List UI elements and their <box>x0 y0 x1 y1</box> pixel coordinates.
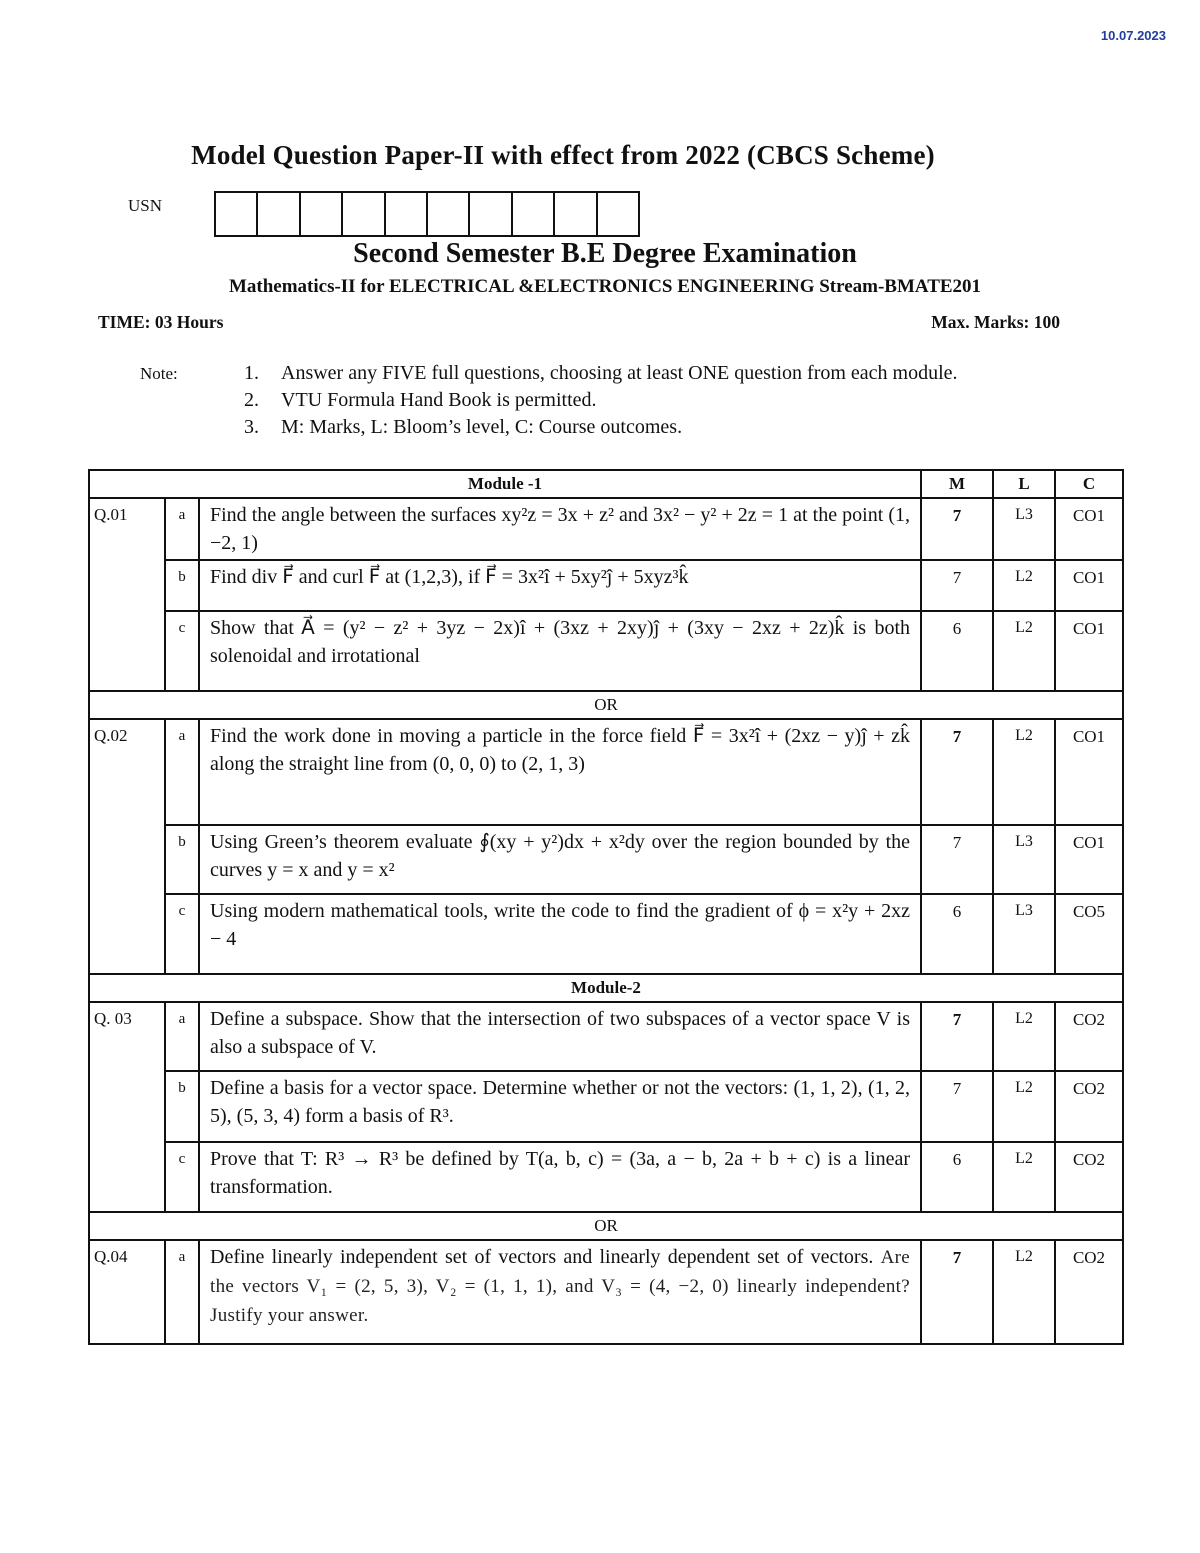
marks-cell: 6 <box>921 611 993 691</box>
note-text: VTU Formula Hand Book is permitted. <box>281 389 597 411</box>
part-label: c <box>165 1142 199 1212</box>
outcome-cell: CO1 <box>1055 825 1123 894</box>
usn-box[interactable] <box>386 193 428 235</box>
level-cell: L3 <box>993 498 1055 560</box>
usn-label: USN <box>128 196 163 215</box>
question-table <box>88 469 1124 1345</box>
module-1-heading: Module -1 <box>89 470 921 498</box>
note-list <box>244 360 1044 441</box>
question-text: Define a subspace. Show that the intersection of two subspaces of a vector space V is also a subspace of V. <box>199 1002 921 1071</box>
exam-title: Second Semester B.E Degree Examination <box>353 238 857 269</box>
outcome-cell: CO2 <box>1055 1071 1123 1142</box>
usn-box[interactable] <box>428 193 470 235</box>
question-text-main: Define linearly independent set of vectors and linearly dependent set of vectors. <box>210 1246 874 1268</box>
note-item <box>244 414 1044 441</box>
exam-time: TIME: 03 Hours <box>98 312 224 332</box>
note-number: 3. <box>244 416 259 438</box>
part-label: a <box>165 1002 199 1071</box>
part-label: a <box>165 498 199 560</box>
level-cell: L2 <box>993 611 1055 691</box>
question-text: Find the angle between the surfaces xy²z = 3x + z² and 3x² − y² + 2z = 1 at the point (1, −2, 1) <box>199 498 921 560</box>
note-number: 2. <box>244 389 259 411</box>
marks-cell: 7 <box>921 560 993 611</box>
question-text: Prove that T: R³ → R³ be defined by T(a, b, c) = (3a, a − b, 2a + b + c) is a linear transformation. <box>199 1142 921 1212</box>
marks-cell: 6 <box>921 894 993 974</box>
level-cell: L2 <box>993 560 1055 611</box>
part-label: a <box>165 1240 199 1344</box>
question-number: Q. 03 <box>89 1002 165 1212</box>
usn-box[interactable] <box>258 193 300 235</box>
question-number: Q.01 <box>89 498 165 691</box>
usn-box[interactable] <box>555 193 597 235</box>
module-1-header-row <box>89 470 1123 498</box>
outcome-cell: CO5 <box>1055 894 1123 974</box>
marks-cell: 7 <box>921 498 993 560</box>
table-row <box>89 611 1123 691</box>
or-label: OR <box>89 1212 1123 1240</box>
level-cell: L2 <box>993 1071 1055 1142</box>
module-2-heading: Module-2 <box>89 974 1123 1002</box>
marks-cell: 7 <box>921 1071 993 1142</box>
outcome-cell: CO1 <box>1055 498 1123 560</box>
usn-box[interactable] <box>598 193 640 235</box>
usn-box[interactable] <box>301 193 343 235</box>
level-cell: L3 <box>993 894 1055 974</box>
note-text: Answer any FIVE full questions, choosing at least ONE question from each module. <box>281 362 958 384</box>
table-row <box>89 1240 1123 1344</box>
or-separator-row <box>89 1212 1123 1240</box>
outcome-cell: CO1 <box>1055 719 1123 825</box>
outcome-cell: CO2 <box>1055 1240 1123 1344</box>
part-label: c <box>165 894 199 974</box>
marks-cell: 6 <box>921 1142 993 1212</box>
marks-cell: 7 <box>921 719 993 825</box>
level-cell: L2 <box>993 1240 1055 1344</box>
question-text: Using Green’s theorem evaluate ∮(xy + y²)dx + x²dy over the region bounded by the curves y = x and y = x² <box>199 825 921 894</box>
usn-input-boxes[interactable] <box>214 191 640 237</box>
note-item <box>244 360 1044 387</box>
usn-box[interactable] <box>470 193 512 235</box>
max-marks: Max. Marks: 100 <box>931 312 1060 332</box>
part-label: b <box>165 1071 199 1142</box>
usn-box[interactable] <box>513 193 555 235</box>
outcome-cell: CO2 <box>1055 1002 1123 1071</box>
table-row <box>89 1002 1123 1071</box>
marks-cell: 7 <box>921 825 993 894</box>
marks-cell: 7 <box>921 1002 993 1071</box>
question-text <box>199 1240 921 1344</box>
table-row <box>89 560 1123 611</box>
question-number: Q.04 <box>89 1240 165 1344</box>
part-label: a <box>165 719 199 825</box>
subject-line: Mathematics-II for ELECTRICAL &ELECTRONICS ENGINEERING Stream-BMATE201 <box>228 276 982 297</box>
part-label: b <box>165 825 199 894</box>
question-text: Find the work done in moving a particle in the force field F⃗ = 3x²î + (2xz − y)ĵ + zk̂ along the straight line from (0, 0, 0) to (2, 1, 3) <box>199 719 921 825</box>
question-text: Show that A⃗ = (y² − z² + 3yz − 2x)î + (3xz + 2xy)ĵ + (3xy − 2xz + 2z)k̂ is both solenoidal and irrotational <box>199 611 921 691</box>
part-label: b <box>165 560 199 611</box>
marks-cell: 7 <box>921 1240 993 1344</box>
level-column-header: L <box>993 470 1055 498</box>
note-number: 1. <box>244 362 259 384</box>
module-2-header-row <box>89 974 1123 1002</box>
table-row <box>89 825 1123 894</box>
note-item <box>244 387 1044 414</box>
or-separator-row <box>89 691 1123 719</box>
usn-box[interactable] <box>216 193 258 235</box>
table-row <box>89 719 1123 825</box>
level-cell: L2 <box>993 1002 1055 1071</box>
question-text: Define a basis for a vector space. Determine whether or not the vectors: (1, 1, 2), (1, 2, 5), (5, 3, 4) form a basis of R³. <box>199 1071 921 1142</box>
level-cell: L2 <box>993 1142 1055 1212</box>
marks-column-header: M <box>921 470 993 498</box>
part-label: c <box>165 611 199 691</box>
usn-box[interactable] <box>343 193 385 235</box>
table-row <box>89 1071 1123 1142</box>
level-cell: L3 <box>993 825 1055 894</box>
table-row <box>89 1142 1123 1212</box>
paper-title: Model Question Paper-II with effect from 2022 (CBCS Scheme) <box>191 140 935 170</box>
question-number: Q.02 <box>89 719 165 974</box>
note-label: Note: <box>140 364 178 383</box>
table-row <box>89 498 1123 560</box>
outcome-cell: CO1 <box>1055 560 1123 611</box>
outcome-column-header: C <box>1055 470 1123 498</box>
outcome-cell: CO2 <box>1055 1142 1123 1212</box>
or-label: OR <box>89 691 1123 719</box>
date-stamp: 10.07.2023 <box>1100 28 1166 43</box>
question-text: Find div F⃗ and curl F⃗ at (1,2,3), if F⃗ = 3x²î + 5xy²ĵ + 5xyz³k̂ <box>199 560 921 611</box>
outcome-cell: CO1 <box>1055 611 1123 691</box>
level-cell: L2 <box>993 719 1055 825</box>
question-text-secondary: Are the vectors V₁ = (2, 5, 3), V₂ = (1, 1, 1), and V₃ = (4, −2, 0) linearly independent? Justify your answer. <box>210 1247 910 1326</box>
question-text: Using modern mathematical tools, write the code to find the gradient of ϕ = x²y + 2xz − 4 <box>199 894 921 974</box>
table-row <box>89 894 1123 974</box>
note-text: M: Marks, L: Bloom’s level, C: Course outcomes. <box>281 416 683 438</box>
